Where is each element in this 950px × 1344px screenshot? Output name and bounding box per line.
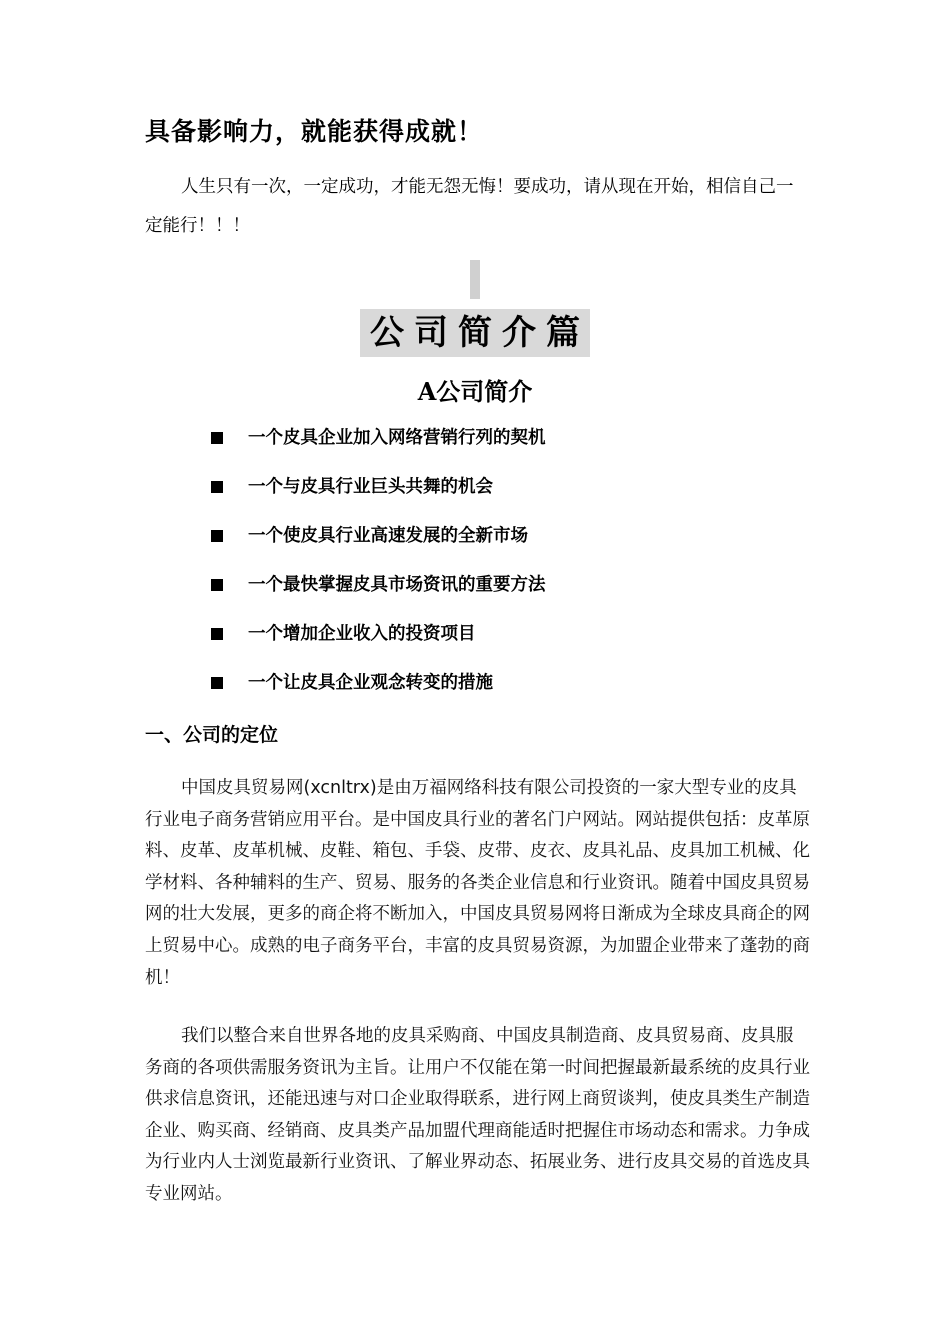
square-bullet-icon xyxy=(211,628,223,640)
square-bullet-icon xyxy=(211,579,223,591)
motto-heading: 具备影响力，就能获得成就！ xyxy=(145,117,484,146)
intro-paragraph: 人生只有一次，一定成功，才能无怨无悔！要成功，请从现在开始，相信自己一定能行！！！ xyxy=(145,177,794,236)
bullet-text: 一个让皮具企业观念转变的措施 xyxy=(248,673,493,693)
square-bullet-icon xyxy=(211,530,223,542)
body-paragraph-2: 我们以整合来自世界各地的皮具采购商、中国皮具制造商、皮具贸易商、皮具服务商的各项供需服务资讯为主旨。让用户不仅能在第一时间把握最新最系统的皮具行业供求信息资讯，还能迅速与对口企业取得联系，进行网上商贸谈判，使皮具类生产制造企业、购买商、经销商、皮具类产品加盟代理商能适时把握住市场动态和需求。力争成为行业内人士浏览最新行业资讯、了解业界动态、拓展业务、进行皮具交易的首选皮具专业网站。 xyxy=(145,1026,810,1204)
list-item xyxy=(211,621,546,670)
section-heading-positioning: 一、公司的定位 xyxy=(145,724,279,746)
bullet-text: 一个增加企业收入的投资项目 xyxy=(248,624,476,644)
bullet-text: 一个皮具企业加入网络营销行列的契机 xyxy=(248,428,546,448)
subtitle: A公司简介 xyxy=(417,377,533,406)
section-title: 公司简介篇 xyxy=(360,309,590,357)
square-bullet-icon xyxy=(211,677,223,689)
list-item xyxy=(211,572,546,621)
bullet-list xyxy=(211,425,546,719)
list-item xyxy=(211,474,546,523)
gray-marker-bar xyxy=(470,260,480,299)
square-bullet-icon xyxy=(211,432,223,444)
square-bullet-icon xyxy=(211,481,223,493)
bullet-text: 一个与皮具行业巨头共舞的机会 xyxy=(248,477,493,497)
bullet-text: 一个最快掌握皮具市场资讯的重要方法 xyxy=(248,575,546,595)
list-item xyxy=(211,425,546,474)
body-paragraph-1: 中国皮具贸易网(xcnltrx)是由万福网络科技有限公司投资的一家大型专业的皮具行业电子商务营销应用平台。是中国皮具行业的著名门户网站。网站提供包括：皮革原料、皮革、皮革机械、皮鞋、箱包、手袋、皮带、皮衣、皮具礼品、皮具加工机械、化学材料、各种辅料的生产、贸易、服务的各类企业信息和行业资讯。随着中国皮具贸易网的壮大发展，更多的商企将不断加入，中国皮具贸易网将日渐成为全球皮具商企的网上贸易中心。成熟的电子商务平台，丰富的皮具贸易资源，为加盟企业带来了蓬勃的商机！ xyxy=(145,778,810,988)
section-title-container xyxy=(0,309,950,357)
list-item xyxy=(211,523,546,572)
list-item xyxy=(211,670,546,719)
bullet-text: 一个使皮具行业高速发展的全新市场 xyxy=(248,526,528,546)
